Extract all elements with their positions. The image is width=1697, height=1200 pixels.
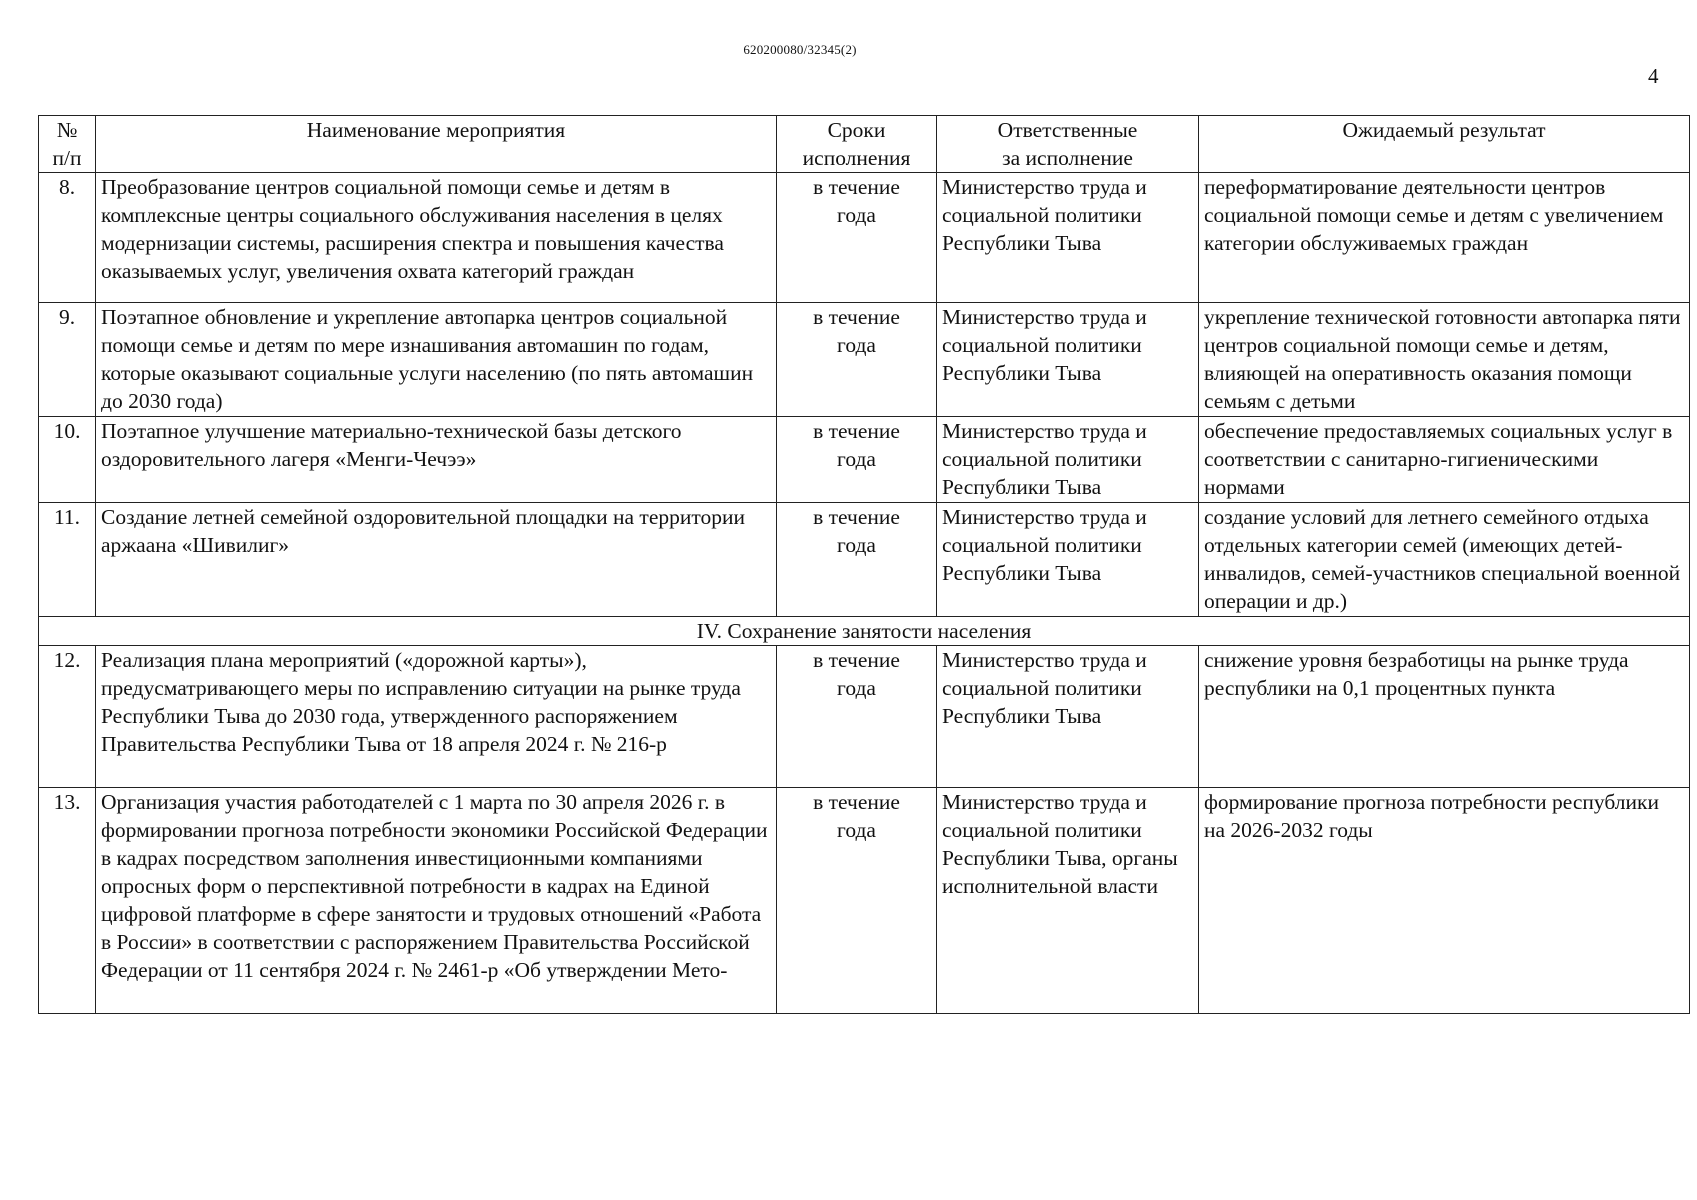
row-result: создание условий для летнего семейного отдыха отдельных категории семей (имеющих детей-инвалидов, семей-участников специальной военной операции и др.) — [1199, 503, 1690, 617]
row-term: в течение года — [777, 503, 937, 617]
row-number: 11. — [39, 503, 96, 617]
table-row — [39, 646, 1690, 788]
column-header-name: Наименование мероприятия — [96, 116, 777, 173]
row-responsible: Министерство труда и социальной политики Республики Тыва — [937, 503, 1199, 617]
row-name: Поэтапное улучшение материально-технической базы детского оздоровительного лагеря «Менги-Чечээ» — [96, 417, 777, 503]
row-result: снижение уровня безработицы на рынке труда республики на 0,1 процентных пункта — [1199, 646, 1690, 788]
row-result: переформатирование деятельности центров социальной помощи семье и детям с увеличением категории обслуживаемых граждан — [1199, 173, 1690, 303]
column-header-number: № п/п — [39, 116, 96, 173]
table-row — [39, 788, 1690, 1014]
table-row — [39, 417, 1690, 503]
table-row — [39, 503, 1690, 617]
column-header-result: Ожидаемый результат — [1199, 116, 1690, 173]
row-responsible: Министерство труда и социальной политики Республики Тыва — [937, 417, 1199, 503]
row-name: Организация участия работодателей с 1 марта по 30 апреля 2026 г. в формировании прогноза потребности экономики Российской Федерации в кадрах посредством заполнения инвестиционными компаниями опросных форм о перспективной потребности в кадрах на Единой цифровой платформе в сфере занятости и трудовых отношений «Работа в России» в соответствии с распоряжением Правительства Российской Федерации от 11 сентября 2024 г. № 2461-р «Об утверждении Мето- — [96, 788, 777, 1014]
row-result: обеспечение предоставляемых социальных услуг в соответствии с санитарно-гигиеническими нормами — [1199, 417, 1690, 503]
row-responsible: Министерство труда и социальной политики Республики Тыва — [937, 173, 1199, 303]
table-header-row — [39, 116, 1690, 173]
table-row — [39, 173, 1690, 303]
row-responsible: Министерство труда и социальной политики Республики Тыва, органы исполнительной власти — [937, 788, 1199, 1014]
row-name: Поэтапное обновление и укрепление автопарка центров социальной помощи семье и детям по мере изнашивания автомашин по годам, которые оказывают социальные услуги населению (по пять автомашин до 2030 года) — [96, 303, 777, 417]
row-term: в течение года — [777, 788, 937, 1014]
row-responsible: Министерство труда и социальной политики Республики Тыва — [937, 646, 1199, 788]
row-number: 13. — [39, 788, 96, 1014]
action-plan-table — [38, 115, 1690, 1014]
row-result: укрепление технической готовности автопарка пяти центров социальной помощи семье и детям, влияющей на оперативность оказания помощи семьям с детьми — [1199, 303, 1690, 417]
row-number: 10. — [39, 417, 96, 503]
row-name: Создание летней семейной оздоровительной площадки на территории аржаана «Шивилиг» — [96, 503, 777, 617]
row-responsible: Министерство труда и социальной политики Республики Тыва — [937, 303, 1199, 417]
row-number: 9. — [39, 303, 96, 417]
page-number: 4 — [1648, 64, 1659, 88]
document-code: 620200080/32345(2) — [743, 42, 857, 57]
row-term: в течение года — [777, 303, 937, 417]
row-term: в течение года — [777, 646, 937, 788]
row-name: Реализация плана мероприятий («дорожной карты»), предусматривающего меры по исправлению ситуации на рынке труда Республики Тыва до 2030 года, утвержденного распоряжением Правительства Республики Тыва от 18 апреля 2024 г. № 216-р — [96, 646, 777, 788]
row-result: формирование прогноза потребности республики на 2026-2032 годы — [1199, 788, 1690, 1014]
column-header-term: Сроки исполнения — [777, 116, 937, 173]
row-number: 12. — [39, 646, 96, 788]
column-header-responsible: Ответственные за исполнение — [937, 116, 1199, 173]
row-name: Преобразование центров социальной помощи семье и детям в комплексные центры социального обслуживания населения в целях модернизации системы, расширения спектра и повышения качества оказываемых услуг, увеличения охвата категорий граждан — [96, 173, 777, 303]
row-number: 8. — [39, 173, 96, 303]
table-row — [39, 303, 1690, 417]
section-title: IV. Сохранение занятости населения — [39, 617, 1690, 646]
section-header-row — [39, 617, 1690, 646]
row-term: в течение года — [777, 417, 937, 503]
row-term: в течение года — [777, 173, 937, 303]
